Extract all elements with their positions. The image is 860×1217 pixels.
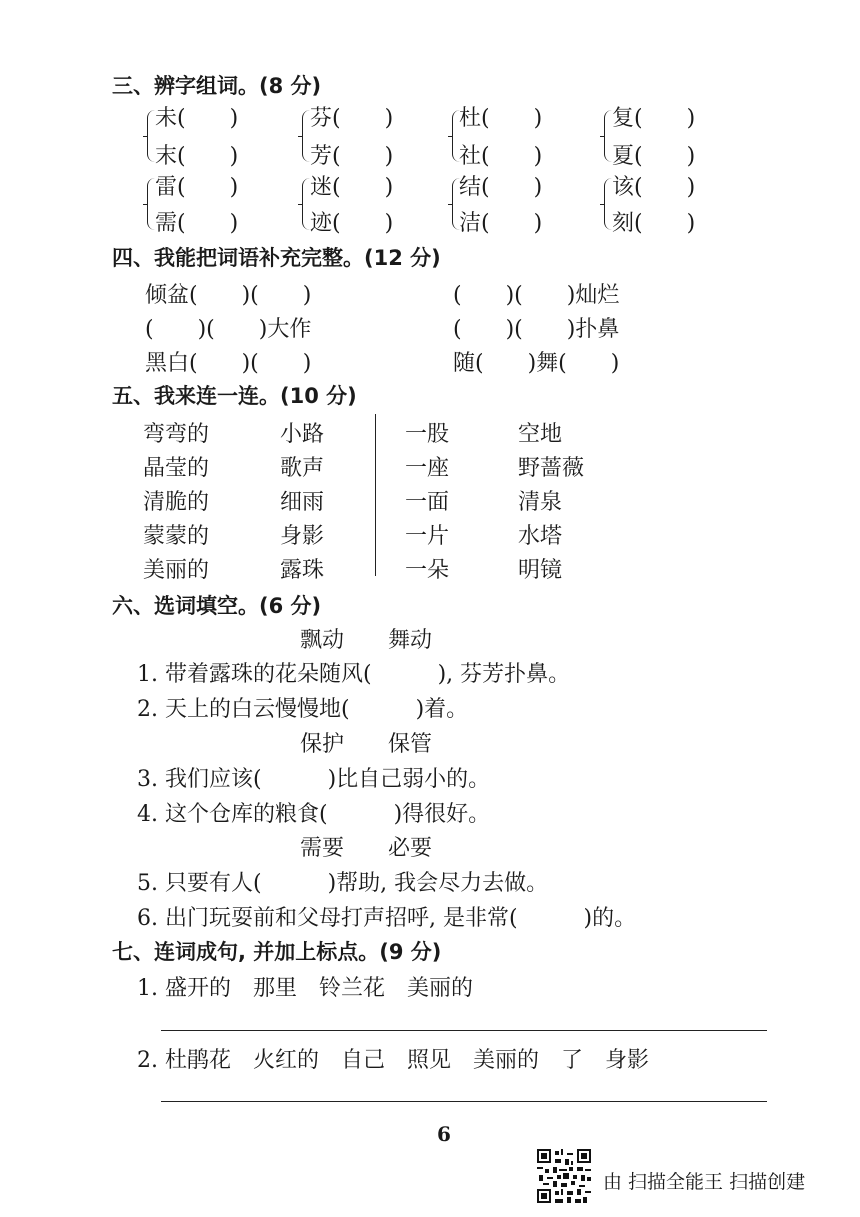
match-word: 晶莹的 [143, 456, 210, 481]
char-item: 末( ) [155, 144, 239, 169]
char-item: 芳( ) [310, 144, 394, 169]
question-item: 6. 出门玩耍前和父母打声招呼, 是非常( )的。 [137, 906, 637, 931]
char-item: 雷( ) [155, 175, 239, 200]
match-word: 一面 [405, 490, 450, 515]
char-item: 夏( ) [612, 144, 696, 169]
match-word: 一座 [405, 456, 450, 481]
idiom-item: ( )( )大作 [145, 317, 312, 342]
char-item: 社( ) [459, 144, 543, 169]
question-item: 3. 我们应该( )比自己弱小的。 [137, 767, 491, 792]
char-item: 洁( ) [459, 211, 543, 236]
column-divider [375, 414, 376, 576]
page-number: 6 [437, 1122, 451, 1146]
match-word: 一股 [405, 422, 450, 447]
char-item: 需( ) [155, 211, 239, 236]
brace [147, 178, 155, 230]
match-word: 空地 [518, 422, 563, 447]
match-word: 美丽的 [143, 558, 210, 583]
match-word: 歌声 [280, 456, 325, 481]
question-item: 4. 这个仓库的粮食( )得很好。 [137, 802, 491, 827]
answer-line [161, 1030, 767, 1031]
match-word: 身影 [280, 524, 325, 549]
match-word: 清泉 [518, 490, 563, 515]
brace [302, 178, 310, 230]
match-word: 一朵 [405, 558, 450, 583]
qr-code-icon [537, 1149, 591, 1203]
match-word: 一片 [405, 524, 450, 549]
brace [147, 110, 155, 162]
section-7-title: 七、连词成句, 并加上标点。(9 分) [112, 940, 442, 964]
brace [604, 110, 612, 162]
char-item: 结( ) [459, 175, 543, 200]
idiom-item: 黑白( )( ) [145, 351, 312, 376]
char-item: 刻( ) [612, 211, 696, 236]
question-item: 1. 带着露珠的花朵随风( ), 芬芳扑鼻。 [137, 662, 571, 687]
char-item: 该( ) [612, 175, 696, 200]
char-item: 芬( ) [310, 106, 394, 131]
question-item: 1. 盛开的 那里 铃兰花 美丽的 [137, 976, 473, 1001]
section-3-title: 三、辨字组词。(8 分) [112, 74, 322, 98]
idiom-item: 倾盆( )( ) [145, 283, 312, 308]
word-choices: 飘动 舞动 [300, 628, 433, 653]
match-word: 露珠 [280, 558, 325, 583]
match-word: 蒙蒙的 [143, 524, 210, 549]
idiom-item: 随( )舞( ) [453, 351, 620, 376]
char-item: 杜( ) [459, 106, 543, 131]
match-word: 明镜 [518, 558, 563, 583]
match-word: 弯弯的 [143, 422, 210, 447]
question-item: 2. 杜鹃花 火红的 自己 照见 美丽的 了 身影 [137, 1048, 649, 1073]
section-5-title: 五、我来连一连。(10 分) [112, 384, 357, 408]
match-word: 野蔷薇 [518, 456, 585, 481]
char-item: 迹( ) [310, 211, 394, 236]
word-choices: 需要 必要 [300, 836, 433, 861]
section-4-title: 四、我能把词语补充完整。(12 分) [112, 246, 441, 270]
scanner-watermark: 由 扫描全能王 扫描创建 [603, 1171, 806, 1193]
char-item: 复( ) [612, 106, 696, 131]
match-word: 小路 [280, 422, 325, 447]
match-word: 清脆的 [143, 490, 210, 515]
match-word: 水塔 [518, 524, 563, 549]
question-item: 2. 天上的白云慢慢地( )着。 [137, 697, 469, 722]
idiom-item: ( )( )灿烂 [453, 283, 620, 308]
char-item: 迷( ) [310, 175, 394, 200]
match-word: 细雨 [280, 490, 325, 515]
answer-line [161, 1101, 767, 1102]
idiom-item: ( )( )扑鼻 [453, 317, 620, 342]
question-item: 5. 只要有人( )帮助, 我会尽力去做。 [137, 871, 549, 896]
char-item: 未( ) [155, 106, 239, 131]
brace [302, 110, 310, 162]
section-6-title: 六、选词填空。(6 分) [112, 594, 322, 618]
word-choices: 保护 保管 [300, 732, 433, 757]
brace [604, 178, 612, 230]
